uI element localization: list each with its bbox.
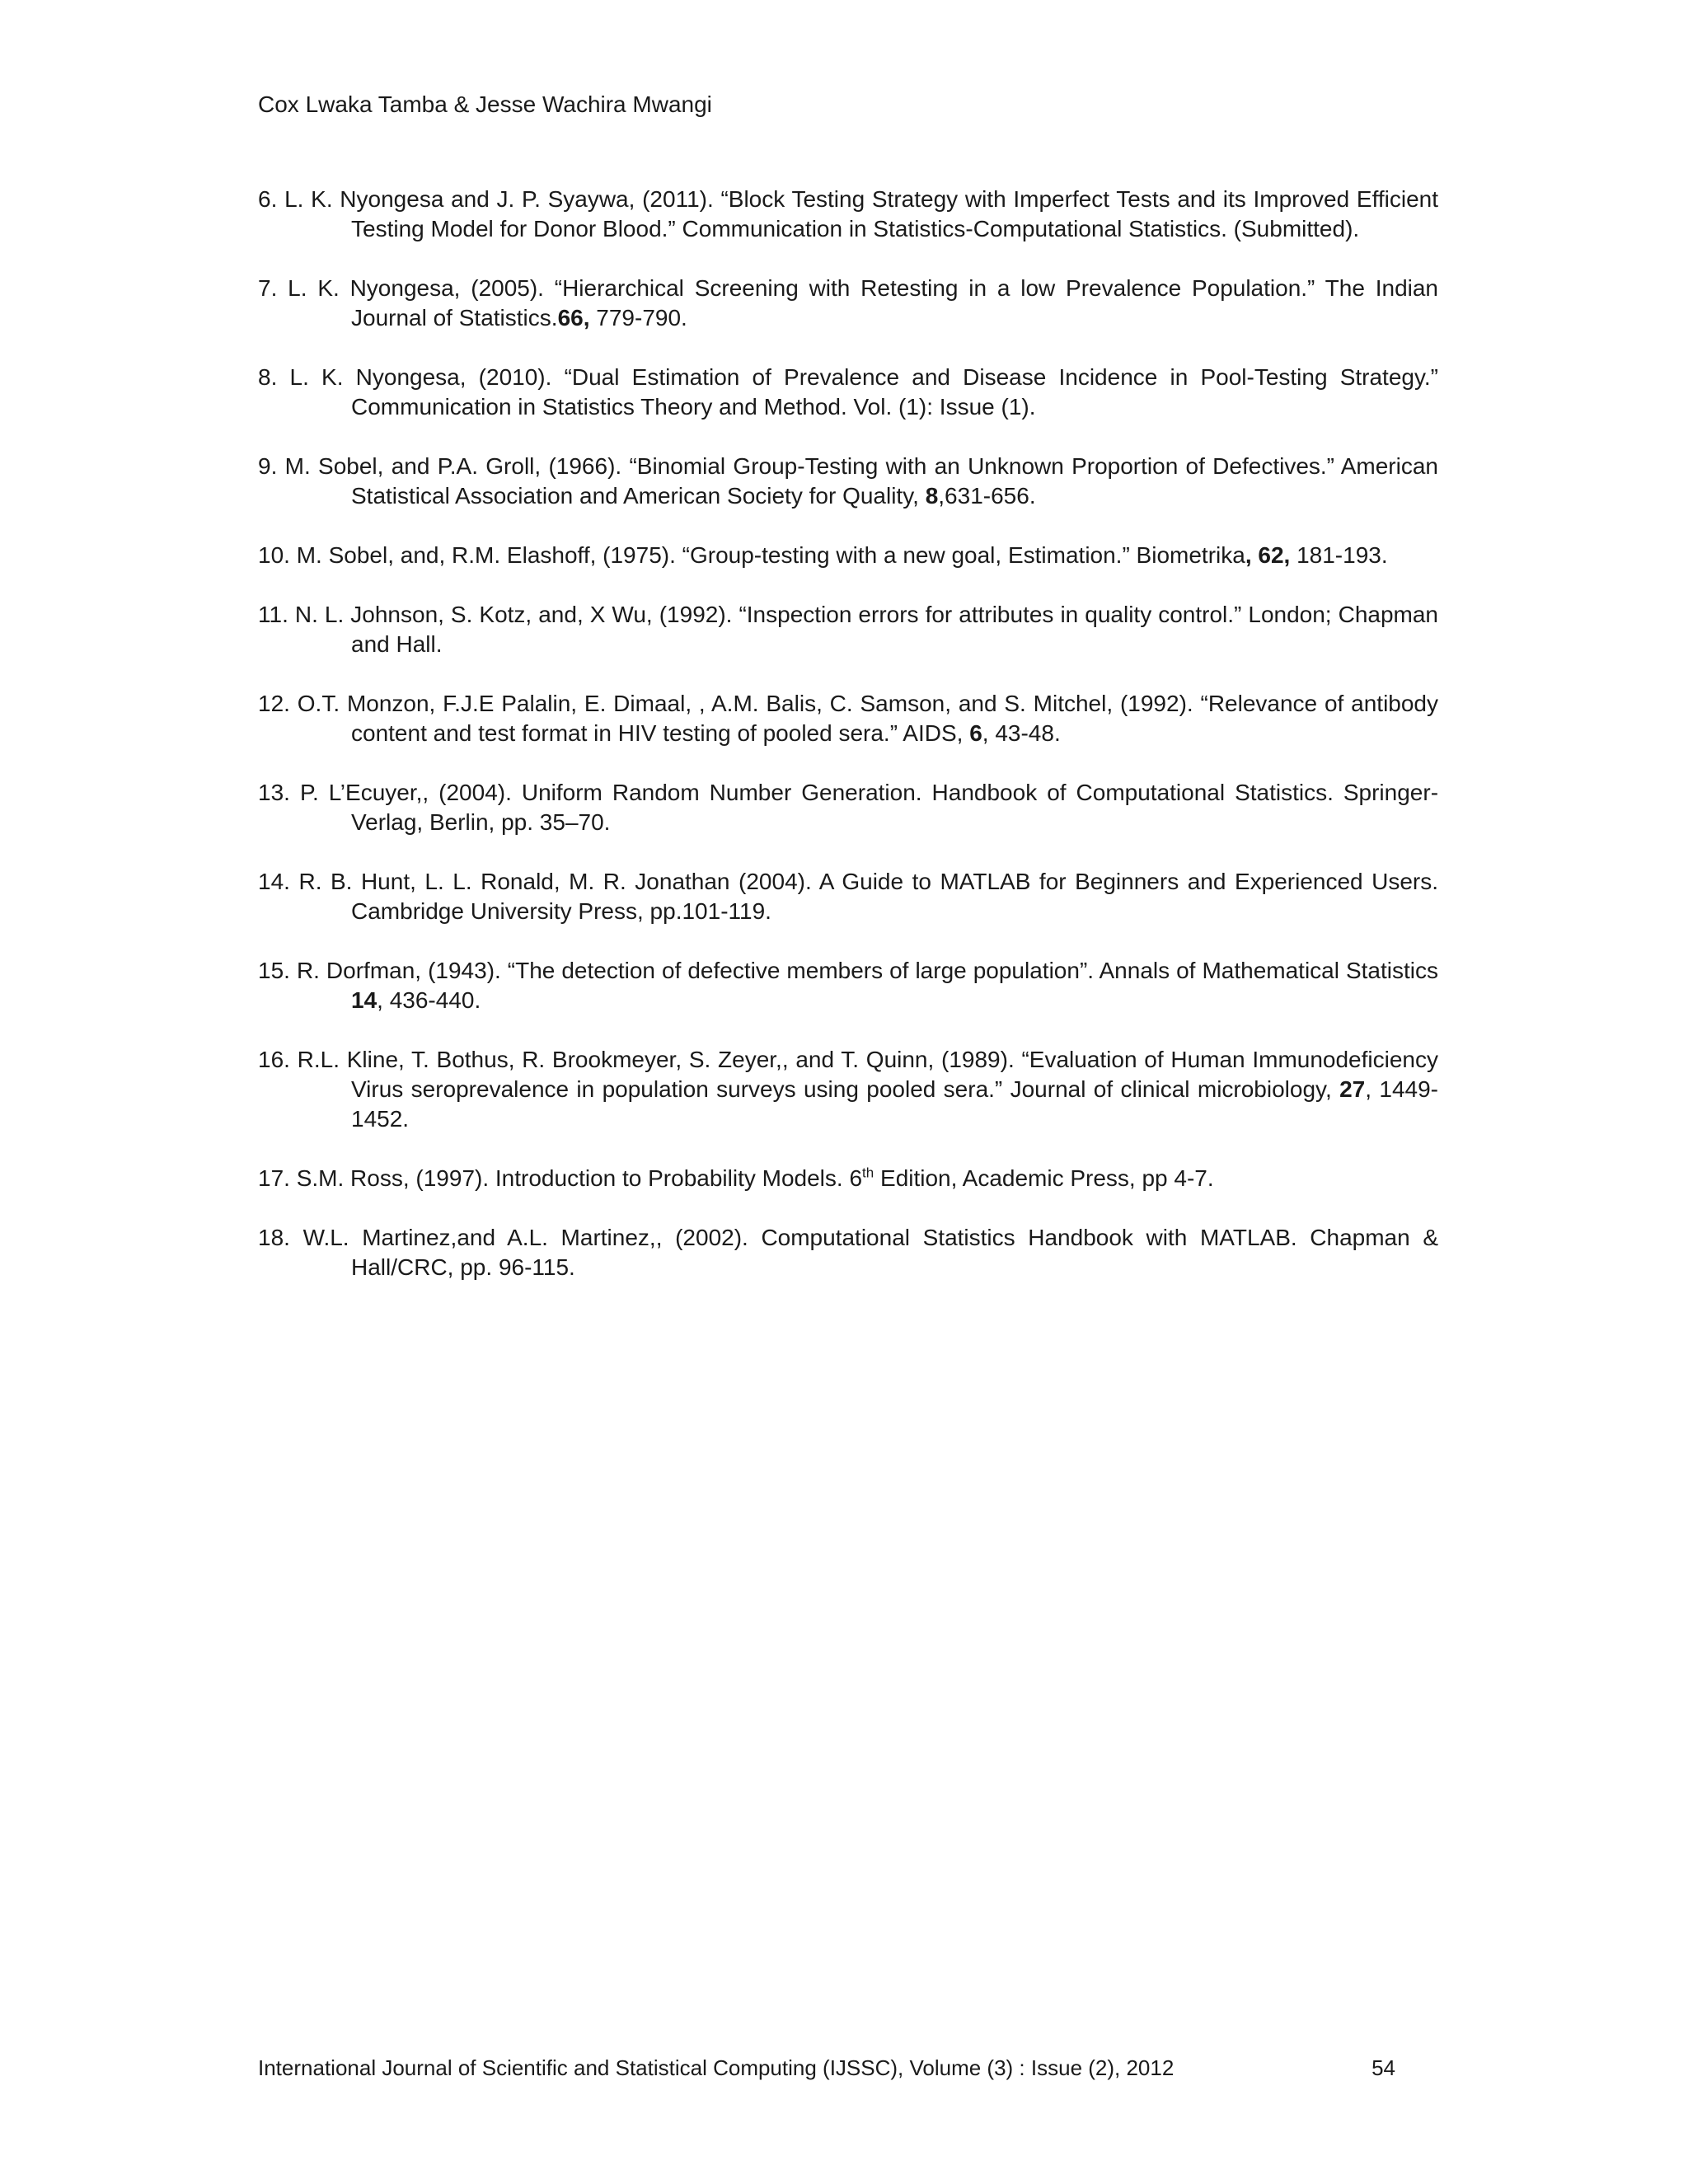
reference-pages: , 1449-1452.: [351, 1076, 1438, 1132]
reference-number: 12.: [258, 691, 290, 716]
reference-volume: , 62,: [1245, 542, 1291, 568]
running-head: Cox Lwaka Tamba & Jesse Wachira Mwangi: [258, 91, 712, 117]
reference-number: 17.: [258, 1165, 290, 1191]
reference-number: 8.: [258, 364, 278, 390]
reference-volume: 6: [969, 720, 982, 746]
reference-item: [258, 452, 1438, 511]
reference-item: [258, 541, 1438, 570]
reference-item: [258, 274, 1438, 333]
reference-volume: 8: [925, 483, 939, 509]
reference-number: 14.: [258, 869, 290, 894]
reference-number: 6.: [258, 186, 278, 212]
reference-item: [258, 363, 1438, 422]
reference-text: L. K. Nyongesa, (2005). “Hierarchical Screening with Retesting in a low Prevalence Population.” The Indian Journal of Statistics.: [288, 275, 1439, 330]
reference-text: L. K. Nyongesa and J. P. Syaywa, (2011). “Block Testing Strategy with Imperfect Tests and its Improved Efficient Testing Model for Donor Blood.” Communication in Statistics-Computational Statistics. (Submitted).: [284, 186, 1438, 241]
reference-number: 15.: [258, 958, 290, 983]
reference-list: [258, 185, 1438, 1312]
reference-item: [258, 867, 1438, 926]
page-number: 54: [1372, 2055, 1395, 2080]
reference-pages: ,631-656.: [938, 483, 1036, 509]
reference-text: M. Sobel, and, R.M. Elashoff, (1975). “Group-testing with a new goal, Estimation.” Biometrika: [296, 542, 1245, 568]
reference-text: L. K. Nyongesa, (2010). “Dual Estimation of Prevalence and Disease Incidence in Pool-Testing Strategy.” Communication in Statistics Theory and Method. Vol. (1): Issue (1).: [289, 364, 1438, 419]
reference-volume: 14: [351, 987, 377, 1013]
reference-pages: , 436-440.: [377, 987, 481, 1013]
reference-number: 10.: [258, 542, 290, 568]
reference-pages: Edition, Academic Press, pp 4-7.: [874, 1165, 1214, 1191]
reference-item: [258, 778, 1438, 837]
reference-item: [258, 689, 1438, 748]
reference-number: 18.: [258, 1225, 290, 1250]
reference-number: 16.: [258, 1047, 290, 1072]
reference-text: M. Sobel, and P.A. Groll, (1966). “Binomial Group-Testing with an Unknown Proportion of Defectives.” American Statistical Association and American Society for Quality,: [284, 453, 1438, 509]
reference-text: P. L’Ecuyer,, (2004). Uniform Random Number Generation. Handbook of Computational Statistics. Springer-Verlag, Berlin, pp. 35–70.: [299, 780, 1439, 835]
reference-text: S.M. Ross, (1997). Introduction to Probability Models. 6: [296, 1165, 863, 1191]
reference-item: [258, 600, 1438, 659]
reference-volume: 66,: [557, 305, 590, 330]
reference-text: O.T. Monzon, F.J.E Palalin, E. Dimaal, , A.M. Balis, C. Samson, and S. Mitchel, (1992). “Relevance of antibody content and test format in HIV testing of pooled sera.” AIDS,: [297, 691, 1439, 746]
reference-text: N. L. Johnson, S. Kotz, and, X Wu, (1992). “Inspection errors for attributes in quality control.” London; Chapman and Hall.: [294, 602, 1439, 657]
reference-text: R.L. Kline, T. Bothus, R. Brookmeyer, S. Zeyer,, and T. Quinn, (1989). “Evaluation of Human Immunodeficiency Virus seroprevalence in population surveys using pooled sera.” Journal of clinical microbiology,: [297, 1047, 1438, 1102]
reference-item: [258, 956, 1438, 1015]
reference-item: [258, 185, 1438, 244]
reference-pages: 181-193.: [1290, 542, 1388, 568]
reference-item: [258, 1045, 1438, 1134]
superscript-ordinal: th: [862, 1165, 874, 1181]
reference-text: R. B. Hunt, L. L. Ronald, M. R. Jonathan (2004). A Guide to MATLAB for Beginners and Experienced Users. Cambridge University Press, pp.101-119.: [298, 869, 1439, 924]
reference-text: W.L. Martinez,and A.L. Martinez,, (2002). Computational Statistics Handbook with MATLAB. Chapman & Hall/CRC, pp. 96-115.: [302, 1225, 1439, 1280]
reference-item: [258, 1223, 1438, 1282]
footer-journal-citation: International Journal of Scientific and Statistical Computing (IJSSC), Volume (3) : Issue (2), 2012: [258, 2055, 1175, 2080]
reference-text: R. Dorfman, (1943). “The detection of defective members of large population”. Annals of Mathematical Statistics: [296, 958, 1438, 983]
reference-number: 13.: [258, 780, 290, 805]
reference-pages: , 43-48.: [982, 720, 1061, 746]
page-footer: [258, 2055, 1395, 2081]
reference-pages: 779-790.: [589, 305, 687, 330]
reference-number: 9.: [258, 453, 278, 479]
reference-volume: 27: [1339, 1076, 1366, 1102]
reference-number: 11.: [258, 602, 288, 627]
reference-item: [258, 1164, 1438, 1193]
reference-number: 7.: [258, 275, 278, 301]
